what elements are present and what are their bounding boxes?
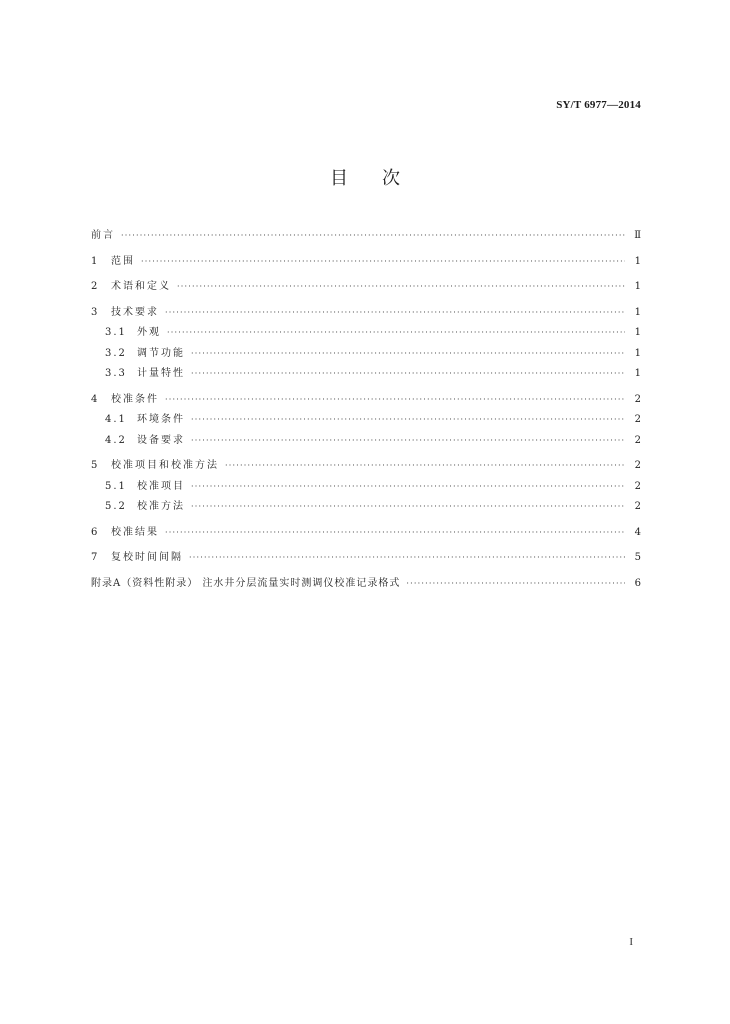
toc-entry-5-2[interactable] [91,497,641,518]
toc-entry-number: 1 [91,255,98,267]
toc-entry-label: 计量特性 [137,368,185,379]
toc-entry-label: 复校时间间隔 [111,552,183,563]
toc-leader-dots [191,431,625,452]
toc-entry-number: 4 [91,393,98,405]
toc-entry-page: 2 [634,414,641,425]
toc-entry-number: 5.1 [105,480,127,492]
toc-leader-dots [191,477,625,498]
toc-entry-label: 校准条件 [111,393,159,405]
toc-entry-page: 5 [634,552,641,563]
toc-entry-page: 1 [634,327,641,338]
toc-leader-dots [191,344,625,365]
toc-entry-3-2[interactable] [91,344,641,365]
toc-entry-2[interactable] [91,277,641,298]
toc-entry-page: 1 [634,347,641,359]
toc-entry-page: 1 [634,255,641,267]
toc-entry-4-1[interactable] [91,410,641,431]
toc-entry-number: 3.3 [105,368,127,379]
toc-entry-4-2[interactable] [91,431,641,452]
toc-entry-number: 6 [91,526,98,538]
toc-entry-number: 2 [91,281,98,292]
toc-entry-number: 4.1 [105,414,127,425]
toc-entry-page: 2 [634,393,641,405]
toc-leader-dots [191,497,625,518]
toc-entry-foreword[interactable] [91,226,641,247]
toc-entry-page: 1 [634,306,641,318]
toc-entry-label: 调节功能 [137,347,185,359]
toc-leader-dots [167,323,625,344]
toc-entry-label: 技术要求 [111,306,159,318]
toc-entry-page: 6 [634,577,641,589]
toc-entry-7[interactable] [91,548,641,569]
toc-entry-5[interactable] [91,456,641,477]
toc-entry-number: 7 [91,552,98,563]
toc-entry-page: 1 [634,281,641,292]
toc-entry-appendix-a[interactable] [91,574,641,595]
page-number: I [629,936,633,948]
toc-entry-label: 范围 [111,255,135,267]
toc-entry-label: 外观 [137,327,161,338]
toc-entry-label: 校准方法 [137,501,185,512]
toc-entry-label: 前言 [91,230,115,241]
toc-entry-page: 2 [634,434,641,446]
toc-entry-number: 3.1 [105,327,127,338]
toc-entry-number: 3.2 [105,347,127,359]
toc-leader-dots [189,548,625,569]
toc-leader-dots [141,252,625,273]
toc-entry-label: 校准项目和校准方法 [111,460,219,471]
toc-leader-dots [165,523,625,544]
toc-entry-6[interactable] [91,523,641,544]
toc-entry-number: 4.2 [105,434,127,446]
toc-entry-4[interactable] [91,390,641,411]
toc-entry-number: 5.2 [105,501,127,512]
toc-entry-page: Ⅱ [634,230,641,241]
toc-entry-number: 3 [91,306,98,318]
toc-entry-label: 校准项目 [137,480,185,492]
toc-entry-page: 2 [634,480,641,492]
toc-leader-dots [121,226,625,247]
toc-entry-page: 2 [634,501,641,512]
toc-leader-dots [406,574,625,595]
toc-entry-1[interactable] [91,252,641,273]
toc-entry-page: 4 [634,526,641,538]
toc-entry-3-1[interactable] [91,323,641,344]
toc-entry-label: 术语和定义 [111,281,171,292]
toc-entry-label: 校准结果 [111,526,159,538]
toc-entry-5-1[interactable] [91,477,641,498]
toc-entry-label: 附录A（资料性附录） 注水井分层流量实时测调仪校准记录格式 [91,577,401,589]
toc-title: 目次 [330,168,434,189]
toc-leader-dots [177,277,625,298]
toc-entry-number: 5 [91,460,98,471]
toc-leader-dots [191,410,625,431]
toc-entry-page: 2 [634,460,641,471]
standard-code: SY/T 6977—2014 [556,99,641,111]
toc-leader-dots [165,303,625,324]
toc-entry-label: 环境条件 [137,414,185,425]
toc-leader-dots [191,364,625,385]
toc-entry-label: 设备要求 [137,434,185,446]
table-of-contents [91,226,641,594]
toc-entry-3-3[interactable] [91,364,641,385]
toc-entry-page: 1 [634,368,641,379]
toc-entry-3[interactable] [91,303,641,324]
toc-leader-dots [225,456,625,477]
toc-leader-dots [165,390,625,411]
